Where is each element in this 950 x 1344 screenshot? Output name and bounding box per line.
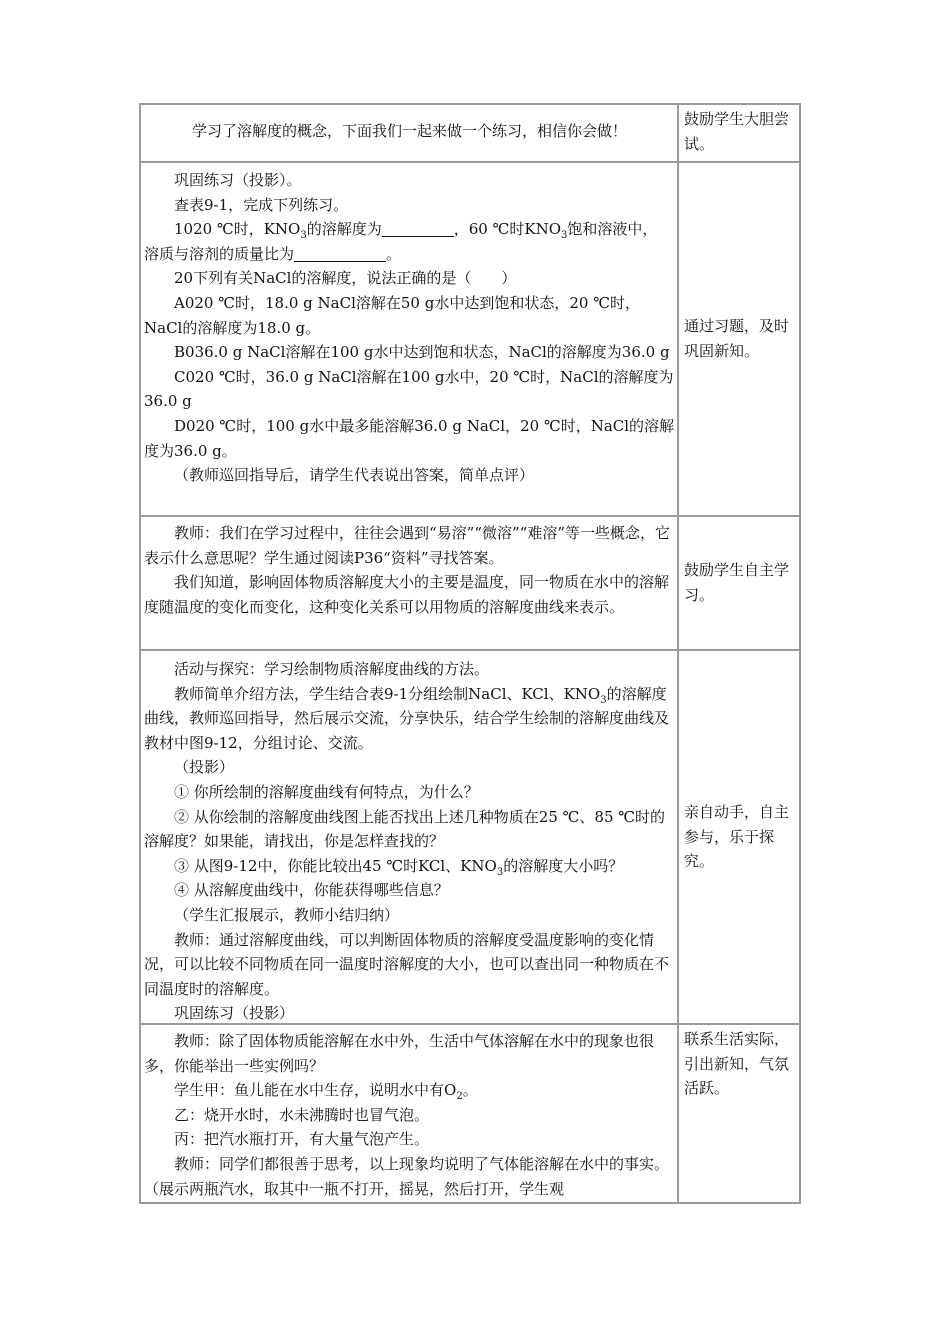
text: 溶质与溶剂的质量比为 [144, 244, 295, 263]
text: ③ 从图9-12中，你能比较出45 ℃时KCl、KNO [174, 856, 497, 875]
teaching-process-cell [141, 651, 679, 1023]
subscript: 3 [561, 230, 568, 242]
table-row [141, 161, 799, 515]
paragraph: 20下列有关NaCl的溶解度，说法正确的是（ ） [174, 269, 517, 288]
paragraph: 乙：烧开水时，水未沸腾时也冒气泡。 [174, 1105, 430, 1124]
paragraph [144, 217, 675, 242]
design-intent-cell: 联系生活实际，引出新知，气氛活跃。 [684, 1030, 790, 1098]
question: ② 从你绘制的溶解度曲线图上能否找出上述几种物质在25 ℃、85 ℃时的溶解度？如果能，请找出，你是怎样查找的？ [144, 807, 666, 851]
teaching-process-cell [141, 1025, 679, 1202]
paragraph: （学生汇报展示，教师小结归纳） [174, 905, 400, 924]
paragraph: 教师：通过溶解度曲线，可以判断固体物质的溶解度受温度影响的变化情况，可以比较不同物质在同一温度时溶解度的大小，也可以查出同一种物质在不同温度时的溶解度。 [144, 930, 670, 998]
paragraph [144, 242, 675, 267]
paragraph: 教师：除了固体物质能溶解在水中外，生活中气体溶解在水中的现象也很多，你能举出一些实例吗？ [144, 1032, 655, 1075]
table-row [141, 1023, 799, 1202]
paragraph: （教师巡回指导后，请学生代表说出答案，简单点评） [174, 466, 535, 485]
text: 的溶解度大小吗？ [503, 856, 624, 875]
answer-blank [382, 220, 454, 237]
teaching-process-cell [141, 163, 679, 515]
text: ，60 ℃时KNO [453, 220, 562, 239]
paragraph: 巩固练习（投影）。 [174, 171, 302, 189]
table-row [141, 649, 799, 1023]
text: 。 [386, 244, 402, 263]
table-row [141, 105, 799, 161]
subscript: 3 [496, 866, 504, 878]
text: 的溶解度为 [306, 220, 382, 239]
paragraph [144, 1078, 675, 1103]
paragraph: 教师：我们在学习过程中，往往会遇到“易溶”“微溶”“难溶”等一些概念，它表示什么意思呢？学生通过阅读P36“资料”寻找答案。 [144, 524, 671, 567]
subscript: 3 [600, 694, 607, 706]
design-intent-cell: 鼓励学生大胆尝试。 [684, 110, 790, 153]
design-intent-cell: 亲自动手，自主参与，乐于探究。 [684, 803, 790, 871]
paragraph [144, 682, 675, 756]
paragraph: 学习了溶解度的概念，下面我们一起来做一个练习，相信你会做！ [191, 122, 627, 140]
text: 的溶解度曲线，教师巡回指导，然后展示交流，分享快乐，结合学生绘制的溶解度曲线及教材中图9-12，分组讨论、交流。 [144, 684, 670, 752]
option-a: A020 ℃时，18.0 g NaCl溶解在50 g水中达到饱和状态，20 ℃时，NaCl的溶解度为18.0 g。 [144, 293, 640, 337]
paragraph: （投影） [174, 758, 235, 777]
text: 饱和溶液中， [567, 220, 658, 239]
lesson-plan-table [139, 103, 801, 1204]
paragraph: 我们知道，影响固体物质溶解度大小的主要是温度，同一物质在水中的溶解度随温度的变化而变化，这种变化关系可以用物质的溶解度曲线来表示。 [144, 573, 670, 616]
table-row [141, 515, 799, 649]
paragraph: 巩固练习（投影） [174, 1004, 295, 1023]
text: 学生甲：鱼儿能在水中生存，说明水中有O [174, 1081, 457, 1100]
answer-blank [294, 245, 386, 262]
paragraph: 活动与探究：学习绘制物质溶解度曲线的方法。 [174, 660, 490, 678]
option-b: B036.0 g NaCl溶解在100 g水中达到饱和状态，NaCl的溶解度为36.0 g [174, 343, 670, 362]
teaching-process-cell [141, 517, 679, 649]
teaching-process-cell [141, 105, 679, 161]
design-intent-cell: 鼓励学生自主学习。 [684, 561, 790, 604]
design-intent-cell: 通过习题，及时巩固新知。 [684, 317, 790, 360]
subscript: 2 [456, 1091, 463, 1103]
question: ④ 从溶解度曲线中，你能获得哪些信息？ [174, 881, 449, 900]
question: ① 你所绘制的溶解度曲线有何特点，为什么？ [174, 782, 479, 801]
text: 。 [462, 1081, 478, 1100]
text: 1020 ℃时，KNO [174, 220, 301, 239]
subscript: 3 [300, 230, 307, 242]
paragraph: 丙：把汽水瓶打开，有大量气泡产生。 [174, 1130, 430, 1149]
option-d: D020 ℃时，100 g水中最多能溶解36.0 g NaCl，20 ℃时，NaCl的溶解度为36.0 g。 [144, 416, 675, 460]
text: 教师简单介绍方法，学生结合表9-1分组绘制NaCl、KCl、KNO [174, 684, 601, 703]
paragraph: 教师：同学们都很善于思考，以上现象均说明了气体能溶解在水中的事实。（展示两瓶汽水，取其中一瓶不打开，摇晃，然后打开，学生观 [144, 1154, 670, 1198]
option-c: C020 ℃时，36.0 g NaCl溶解在100 g水中，20 ℃时，NaCl的溶解度为36.0 g [144, 367, 674, 411]
paragraph: 查表9-1，完成下列练习。 [174, 195, 349, 214]
question [144, 854, 675, 879]
